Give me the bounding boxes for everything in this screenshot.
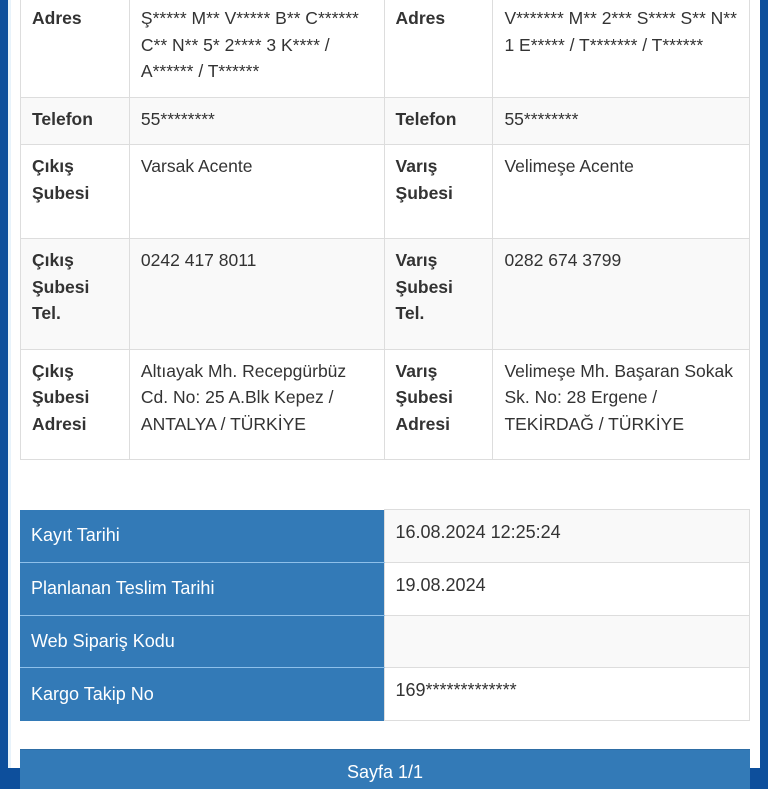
meta-row-tracking-number [20,668,750,721]
receiver-phone-label: Telefon [384,97,493,145]
tracking-number-label: Kargo Takip No [20,668,384,721]
registration-date-label: Kayıt Tarihi [20,510,384,563]
web-order-code-label: Web Sipariş Kodu [20,615,384,668]
registration-date-value: 16.08.2024 12:25:24 [384,510,750,563]
table-row-branch-phone [21,239,750,350]
planned-delivery-value: 19.08.2024 [384,562,750,615]
web-order-code-value [384,615,750,668]
receiver-address-label: Adres [384,0,493,97]
departure-branch-address-value: Altıayak Mh. Recepgürbüz Cd. No: 25 A.Blk Kepez / ANTALYA / TÜRKİYE [129,349,384,460]
sender-address-label: Adres [21,0,130,97]
arrival-branch-address-label: Varış Şubesi Adresi [384,349,493,460]
planned-delivery-label: Planlanan Teslim Tarihi [20,562,384,615]
meta-row-registration-date [20,510,750,563]
sender-phone-value: 55******** [129,97,384,145]
table-row-address [21,0,750,97]
tracking-number-value: 169************* [384,668,750,721]
table-row-phone [21,97,750,145]
departure-branch-label: Çıkış Şubesi [21,145,130,239]
departure-branch-phone-value: 0242 417 8011 [129,239,384,350]
arrival-branch-phone-label: Varış Şubesi Tel. [384,239,493,350]
page-frame [8,0,760,782]
table-row-branch [21,145,750,239]
receiver-phone-value: 55******** [493,97,750,145]
arrival-branch-label: Varış Şubesi [384,145,493,239]
sender-phone-label: Telefon [21,97,130,145]
arrival-branch-address-value: Velimeşe Mh. Başaran Sokak Sk. No: 28 Ergene / TEKİRDAĞ / TÜRKİYE [493,349,750,460]
departure-branch-address-label: Çıkış Şubesi Adresi [21,349,130,460]
sender-address-value: Ş***** M** V***** B** C****** C** N** 5* 2**** 3 K**** / A****** / T****** [129,0,384,97]
table-row-branch-address [21,349,750,460]
arrival-branch-value: Velimeşe Acente [493,145,750,239]
page-indicator: Sayfa 1/1 [346,762,424,782]
shipment-meta-table [20,509,750,721]
sender-receiver-table [20,0,750,460]
arrival-branch-phone-value: 0282 674 3799 [493,239,750,350]
meta-row-web-order-code [20,615,750,668]
receiver-address-value: V******* M** 2*** S**** S** N** 1 E***** / T******* / T****** [493,0,750,97]
departure-branch-value: Varsak Acente [129,145,384,239]
pagination-bar[interactable] [20,749,750,789]
departure-branch-phone-label: Çıkış Şubesi Tel. [21,239,130,350]
meta-row-planned-delivery [20,562,750,615]
